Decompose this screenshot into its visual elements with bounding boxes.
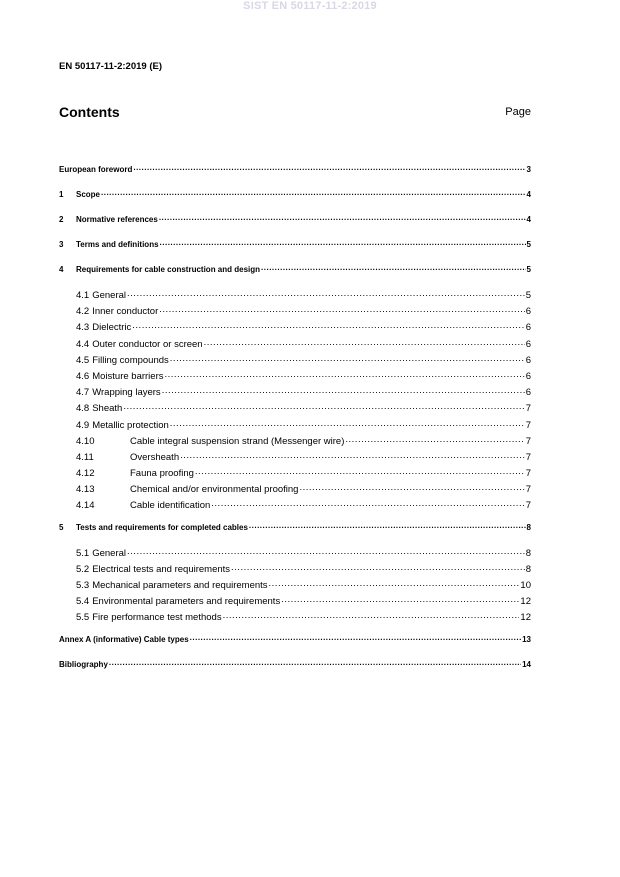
toc-entry-page-number: 4: [526, 215, 531, 224]
toc-entry-number: 4.14: [76, 500, 95, 512]
toc-entry-page-number: 8: [526, 522, 531, 532]
toc-entry-title: Oversheath: [130, 451, 180, 463]
dot-leader: [133, 161, 525, 174]
dot-leader: [165, 367, 525, 383]
dot-leader: [223, 608, 520, 624]
toc-entry-number: 1: [59, 190, 64, 199]
toc-subsection-entry[interactable]: [59, 610, 531, 626]
toc-entry-page-number: 7: [525, 403, 531, 415]
contents-title: Contents: [59, 104, 120, 120]
document-identifier: EN 50117-11-2:2019 (E): [59, 61, 162, 72]
toc-entry-number: 5.5: [76, 612, 90, 624]
toc-entry-number: 4.4: [76, 338, 90, 350]
toc-entry-number: 5: [59, 522, 64, 532]
dot-leader: [281, 592, 519, 608]
toc-entry-title: Dielectric: [92, 322, 132, 334]
toc-entry-number: 4.7: [76, 387, 90, 399]
toc-entry-number: 4.3: [76, 322, 90, 334]
dot-leader: [299, 480, 524, 496]
toc-entry-page-number: 7: [525, 484, 531, 496]
toc-entry-number: 4.1: [76, 290, 90, 301]
dot-leader: [132, 318, 524, 334]
toc-subsection-entry[interactable]: [59, 498, 531, 514]
toc-entry-page-number: 6: [525, 354, 531, 366]
dot-leader: [160, 236, 526, 249]
toc-entry-title: Inner conductor: [92, 306, 159, 318]
dot-leader: [159, 302, 524, 318]
toc-section-entry[interactable]: [59, 633, 531, 646]
toc-entry-title: Bibliography: [59, 659, 108, 669]
toc-section-entry[interactable]: [59, 521, 531, 534]
dot-leader: [261, 261, 526, 274]
toc-entry-title: General: [92, 547, 127, 559]
toc-entry-number: 4.8: [76, 403, 90, 415]
toc-entry-page-number: 7: [525, 451, 531, 463]
toc-entry-number: 4.10: [76, 435, 95, 447]
table-of-contents: [59, 163, 531, 683]
dot-leader: [123, 399, 524, 415]
toc-entry-title: Mechanical parameters and requirements: [92, 580, 268, 591]
toc-entry-page-number: 6: [525, 338, 531, 350]
toc-entry-title: General: [92, 290, 127, 301]
dot-leader: [269, 576, 520, 592]
toc-entry-number: 4.2: [76, 306, 90, 318]
toc-entry-number: 4.6: [76, 370, 90, 382]
toc-entry-number: 4.11: [76, 451, 94, 463]
watermark: SIST EN 50117-11-2:2019: [243, 0, 377, 12]
toc-entry-number: 2: [59, 215, 64, 224]
toc-entry-number: 5.3: [76, 580, 90, 591]
dot-leader: [101, 186, 526, 199]
toc-entry-page-number: 5: [526, 240, 531, 249]
toc-entry-page-number: 7: [525, 500, 531, 512]
toc-entry-title: Filling compounds: [92, 354, 169, 366]
toc-section-entry[interactable]: [59, 213, 531, 226]
toc-entry-page-number: 8: [525, 547, 531, 559]
dot-leader: [345, 432, 524, 448]
toc-entry-title: Electrical tests and requirements: [92, 563, 231, 575]
toc-entry-number: 5.2: [76, 563, 90, 575]
toc-section-entry[interactable]: [59, 263, 531, 276]
toc-entry-title: Annex A (informative) Cable types: [59, 634, 189, 644]
toc-entry-title: Moisture barriers: [92, 370, 164, 382]
toc-entry-title: Cable integral suspension strand (Messenger wire): [130, 435, 345, 447]
toc-entry-title: Metallic protection: [92, 419, 169, 431]
toc-entry-page-number: 12: [520, 596, 531, 608]
toc-entry-page-number: 10: [520, 580, 531, 591]
dot-leader: [127, 544, 525, 560]
toc-entry-number: 4.13: [76, 484, 95, 496]
toc-section-entry[interactable]: [59, 238, 531, 251]
toc-entry-title: Outer conductor or screen: [92, 338, 203, 350]
toc-entry-title: Scope: [76, 190, 101, 199]
toc-entry-page-number: 8: [525, 563, 531, 575]
toc-entry-title: Wrapping layers: [92, 387, 161, 399]
dot-leader: [204, 335, 525, 351]
toc-entry-page-number: 3: [526, 165, 531, 174]
toc-entry-title: Fauna proofing: [130, 468, 194, 480]
toc-entry-title: Sheath: [92, 403, 123, 415]
toc-section-entry[interactable]: [59, 163, 531, 176]
toc-entry-number: 4.12: [76, 468, 95, 480]
toc-entry-title: Chemical and/or environmental proofing: [130, 484, 299, 496]
toc-entry-title: Terms and definitions: [76, 240, 159, 249]
toc-entry-page-number: 6: [525, 387, 531, 399]
toc-entry-title: Fire performance test methods: [92, 612, 222, 624]
page-column-label: Page: [505, 106, 531, 118]
toc-entry-title: Tests and requirements for completed cables: [76, 522, 248, 532]
toc-entry-page-number: 12: [520, 612, 531, 624]
dot-leader: [162, 383, 525, 399]
toc-entry-page-number: 6: [525, 306, 531, 318]
toc-entry-page-number: 14: [522, 659, 531, 669]
dot-leader: [195, 464, 525, 480]
toc-entry-page-number: 6: [525, 370, 531, 382]
toc-section-entry[interactable]: [59, 658, 531, 671]
toc-entry-number: 4.9: [76, 419, 90, 431]
dot-leader: [159, 211, 526, 224]
toc-entry-title: Requirements for cable construction and design: [76, 265, 261, 274]
dot-leader: [170, 416, 525, 432]
toc-entry-page-number: 6: [525, 322, 531, 334]
toc-entry-page-number: 5: [526, 265, 531, 274]
dot-leader: [190, 631, 521, 644]
toc-entry-title: Cable identification: [130, 500, 211, 512]
dot-leader: [231, 560, 525, 576]
toc-entry-page-number: 13: [522, 634, 531, 644]
dot-leader: [211, 496, 524, 512]
toc-entry-page-number: 7: [525, 435, 531, 447]
toc-entry-title: Normative references: [76, 215, 158, 224]
toc-entry-title: European foreword: [59, 165, 133, 174]
dot-leader: [180, 448, 525, 464]
toc-section-entry[interactable]: [59, 188, 531, 201]
toc-entry-title: Environmental parameters and requirements: [92, 596, 281, 608]
toc-entry-number: 4.5: [76, 354, 90, 366]
toc-entry-page-number: 7: [525, 468, 531, 480]
dot-leader: [127, 286, 525, 302]
toc-entry-number: 5.1: [76, 547, 90, 559]
dot-leader: [249, 519, 526, 532]
toc-entry-number: 3: [59, 240, 64, 249]
toc-entry-page-number: 4: [526, 190, 531, 199]
toc-entry-number: 4: [59, 265, 64, 274]
toc-entry-page-number: 5: [525, 290, 531, 301]
toc-entry-number: 5.4: [76, 596, 90, 608]
dot-leader: [109, 656, 521, 669]
toc-entry-page-number: 7: [525, 419, 531, 431]
dot-leader: [170, 351, 525, 367]
